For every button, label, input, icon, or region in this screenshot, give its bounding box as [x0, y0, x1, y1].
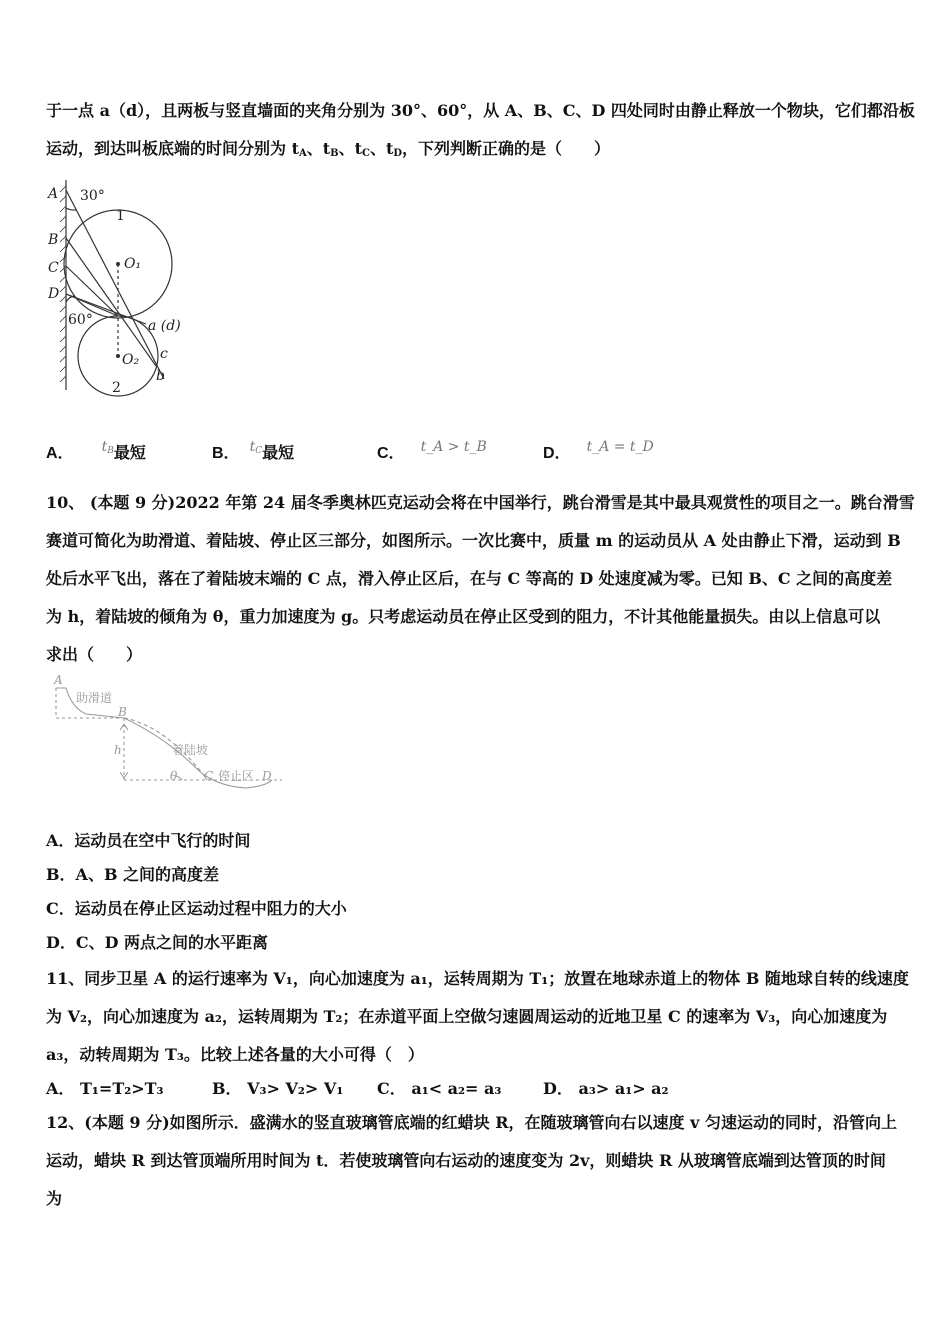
fig-label-c: c	[160, 346, 168, 362]
fig-label-60: 60°	[68, 312, 93, 328]
q11-option-d[interactable]: D． a₃> a₁> a₂	[543, 1079, 669, 1098]
q9-options	[46, 440, 908, 470]
fig-label-b: b	[156, 368, 165, 384]
q11-stem	[46, 960, 908, 1074]
q10-stem	[46, 484, 915, 674]
q10-option-d[interactable]: D．C、D 两点之间的水平距离	[46, 933, 269, 952]
q10-option-a[interactable]: A．运动员在空中飞行的时间	[46, 831, 251, 850]
q9-line-2: 运动，到达叫板底端的时间分别为 $t_A$、$t_B$、$t_C$、$t_D$，下列判断正确的是（ ）	[46, 139, 611, 159]
q10-fig-B: B	[118, 705, 127, 719]
q10-figure	[46, 668, 282, 804]
q11-line: 为 V₂，向心加速度为 a₂，运转周期为 T₂；在赤道平面上空做匀速圆周运动的近地卫星 C 的速率为 V₃，向心加速度为	[46, 1007, 888, 1026]
fig-label-O2: O₂	[122, 352, 140, 368]
q10-fig-D: D	[262, 769, 272, 783]
fig-label-C: C	[48, 260, 59, 276]
q12-line: 运动，蜡块 R 到达管顶端所用时间为 t．若使玻璃管向右运动的速度变为 2v，则蜡块 R 从玻璃管底端到达管顶的时间	[46, 1151, 886, 1170]
q9-option-a[interactable]: A． $t^B$最短	[46, 439, 146, 462]
q11-option-c[interactable]: C． a₁< a₂= a₃	[377, 1079, 502, 1098]
q10-line: 10、 (本题 9 分)2022 年第 24 届冬季奥林匹克运动会将在中国举行，跳台滑雪是其中最具观赏性的项目之一。跳台滑雪	[46, 493, 915, 512]
q10-line: 为 h，着陆坡的倾角为 θ，重力加速度为 g。只考虑运动员在停止区受到的阻力，不计其他能量损失。由以上信息可以	[46, 607, 881, 626]
q10-fig-theta: θ	[170, 769, 178, 783]
q11-option-b[interactable]: B． V₃> V₂> V₁	[212, 1079, 344, 1098]
fig-label-O1: O₁	[124, 256, 142, 272]
fig-label-1: 1	[116, 208, 125, 224]
q10-fig-A: A	[54, 673, 63, 687]
q10-line: 求出（ ）	[46, 645, 143, 664]
fig-label-ad: a (d)	[148, 318, 181, 334]
q9-option-d[interactable]: D． t_A = t_D	[543, 439, 654, 462]
q10-line: 赛道可简化为助滑道、着陆坡、停止区三部分，如图所示。一次比赛中，质量 m 的运动员从 A 处由静止下滑，运动到 B	[46, 531, 901, 550]
q10-option-c[interactable]: C．运动员在停止区运动过程中阻力的大小	[46, 899, 347, 918]
q10-option-b[interactable]: B．A、B 之间的高度差	[46, 865, 220, 884]
q10-line: 处后水平飞出，落在了着陆坡末端的 C 点，滑入停止区后，在与 C 等高的 D 处速度减为零。已知 B、C 之间的高度差	[46, 569, 893, 588]
q10-fig-stop: 停止区	[218, 769, 255, 783]
q9-option-b[interactable]: B． $t^C$最短	[212, 439, 295, 462]
q9-stem	[46, 92, 915, 168]
fig-label-B: B	[48, 232, 59, 248]
q12-line: 12、(本题 9 分)如图所示．盛满水的竖直玻璃管底端的红蜡块 R，在随玻璃管向右以速度 v 匀速运动的同时，沿管向上	[46, 1113, 897, 1132]
q11-line: a₃，动转周期为 T₃。比较上述各量的大小可得（ ）	[46, 1045, 424, 1064]
q10-fig-C: C	[204, 769, 214, 783]
q10-fig-runway: 助滑道	[76, 691, 113, 705]
q10-fig-slope: 着陆坡	[172, 743, 209, 757]
q11-options	[46, 1076, 908, 1106]
q10-fig-h: h	[114, 743, 122, 757]
fig-label-D: D	[48, 286, 60, 302]
q11-line: 11、同步卫星 A 的运行速率为 V₁，向心加速度为 a₁，运转周期为 T₁；放置在地球赤道上的物体 B 随地球自转的线速度	[46, 969, 909, 988]
q9-figure	[46, 176, 196, 398]
fig-label-30: 30°	[80, 188, 105, 204]
q11-option-a[interactable]: A． T₁=T₂>T₃	[46, 1079, 164, 1098]
q12-line: 为	[46, 1189, 63, 1208]
fig-label-2: 2	[112, 380, 121, 396]
fig-label-A: A	[48, 186, 59, 202]
q9-option-c[interactable]: C． t_A > t_B	[377, 439, 487, 462]
q10-options	[46, 824, 908, 960]
q9-line-1: 于一点 a（d），且两板与竖直墙面的夹角分别为 30°、60°，从 A、B、C、D 四处同时由静止释放一个物块，它们都沿板	[46, 101, 915, 120]
q12-stem	[46, 1104, 908, 1218]
